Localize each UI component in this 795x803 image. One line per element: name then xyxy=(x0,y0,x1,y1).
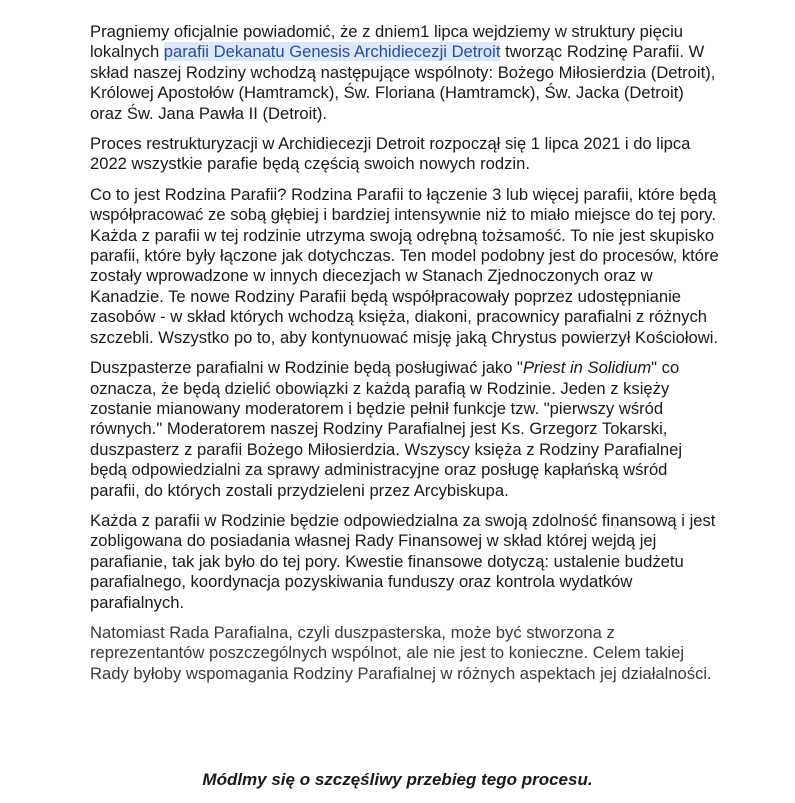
priest-in-solidium-term: Priest in Solidium xyxy=(522,358,652,378)
letter-body xyxy=(90,22,720,694)
paragraph-finances: Każda z parafii w Rodzinie będzie odpowiedzialna za swoją zdolność finansową i jest zobligowana do posiadania własnej Rady Finansowej w skład której wejdą jej parafianie, tak jak było do tej pory. Kwestie finansowe dotyczą: ustalenie budżetu parafialnego, koordynacja pozyskiwania funduszy oraz kontrola wydatków parafialnych. xyxy=(90,510,716,612)
selected-text-highlight[interactable]: parafii Dekanatu Genesis Archidiecezji Detroit xyxy=(163,42,501,62)
paragraph-announcement xyxy=(90,22,720,124)
paragraph-restructuring: Proces restrukturyzacji w Archidiecezji Detroit rozpoczął się 1 lipca 2021 i do lipca 2022 wszystkie parafie będą częścią swoich nowych rodzin. xyxy=(90,134,691,174)
paragraph-family-definition: Co to jest Rodzina Parafii? Rodzina Parafii to łączenie 3 lub więcej parafii, które będą współpracować ze sobą głębiej i bardziej intensywnie niż to miało miejsce do tej pory. Każda z parafii w tej rodzinie utrzyma swoją odrębną tożsamość. To nie jest skupisko parafii, które były łączone jak dotychczas. Ten model podobny jest do procesów, które zostały wprowadzone w innych diecezjach w Stanach Zjednoczonych oraz w Kanadzie. Te nowe Rodziny Parafii będą współpracowały poprzez udostępnianie zasobów - w skład których wchodzą księża, diakoni, pracownicy parafialni z różnych szczebli. Wszystko po to, aby kontynuować misję jaką Chrystus powierzył Kościołowi. xyxy=(90,184,719,347)
closing-prayer: Módlmy się o szczęśliwy przebieg tego procesu. xyxy=(202,770,593,789)
announcement-text-start: Pragniemy oficjalnie powiadomić, że z dniem1 lipca wejdziemy w struktury pięciu lokalnych xyxy=(90,22,684,62)
pastors-text-end: " co oznacza, że będą dzielić obowiązki z każdą parafią w Rodzinie. Jeden z księży zostanie mianowany moderatorem i będzie pełnił funkcje tzw. "pierwszy wśród równych." Moderatorem naszej Rodziny Parafialnej jest Ks. Grzegorz Tokarski, duszpasterz z parafii Bożego Miłosierdzia. Wszyscy księża z Rodziny Parafialnej będą odpowiedzialni za sprawy administracyjne oraz posługę kapłańską wśród parafii, do których zostali przydzieleni przez Arcybiskupa. xyxy=(90,358,683,500)
paragraph-parish-council: Natomiast Rada Parafialna, czyli duszpasterska, może być stworzona z reprezentantów poszczególnych wspólnot, ale nie jest to konieczne. Celem takiej Rady byłoby wspomagania Rodziny Parafialnej w różnych aspektach jej działalności. xyxy=(90,622,712,683)
pastors-text-start: Duszpasterze parafialni w Rodzinie będą posługiwać jako " xyxy=(90,358,523,378)
paragraph-pastors xyxy=(90,358,720,501)
announcement-text-end: tworząc Rodzinę Parafii. W skład naszej Rodziny wchodzą następujące wspólnoty: Bożego Miłosierdzia (Detroit), Królowej Apostołów (Hamtramck), Św. Floriana (Hamtramck), Św. Jacka (Detroit) oraz Św. Jana Pawła II (Detroit). xyxy=(90,42,716,123)
